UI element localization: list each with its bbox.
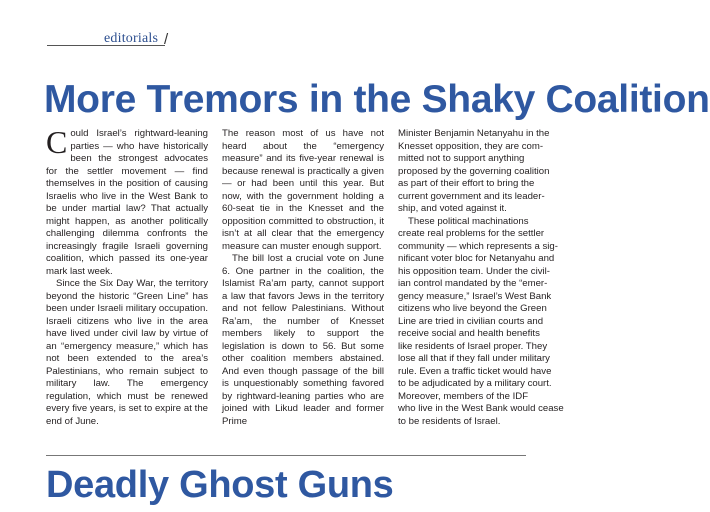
paragraph: The reason most of us have not heard about the “emergency measure” and its five-year renewal is because renewal is practically a given — or had been until this year. But now, with the government holding a 60-seat tie in the Knesset and the opposition committed to obstruction, it isn’t at all clear that the emergency measure can muster enough support.: [222, 128, 384, 252]
paragraph-text: ould Israel’s rightward-leaning parties — who have historically been the strongest advocates for the settler movement — find themselves in the position of causing Israelis who live in the West Bank to be under martial law? That actually might happen, as another politically challenging dilemma confronts the increasingly fragile Israeli governing coalition, which passed its one-year mark last week.: [46, 128, 208, 277]
column-line: his opposition team. Under the civil-: [398, 265, 550, 277]
column-line: These political machinations: [408, 215, 529, 227]
column-line: mitted not to support anything: [398, 153, 525, 164]
column-line: ian control mandated by the “emer-: [398, 278, 548, 289]
column-line: lose all that if they fall under military: [398, 353, 550, 364]
column-line: Moreover, members of the IDF: [398, 390, 529, 402]
column-line: to be adjudicated by a military court.: [398, 378, 552, 389]
column-line: to be residents of Israel.: [398, 415, 501, 427]
column-line: citizens who live beyond the Green: [398, 303, 547, 314]
column-line: receive social and health benefits: [398, 328, 540, 339]
article-column-3: [398, 128, 564, 456]
column-line: Knesset opposition, they are com-: [398, 140, 544, 152]
column-line: nificant voter bloc for Netanyahu and: [398, 253, 555, 264]
article-headline: More Tremors in the Shaky Coalition: [44, 78, 710, 121]
column-line: gency measure,” Israel’s West Bank: [398, 290, 552, 302]
column-line: rule. Even a traffic ticket would have: [398, 365, 552, 377]
column-line: Minister Benjamin Netanyahu in the: [398, 128, 550, 139]
next-article-headline: Deadly Ghost Guns: [46, 464, 394, 506]
column-line: Line are tried in civilian courts and: [398, 315, 544, 327]
section-slash: /: [164, 31, 169, 48]
paragraph: The bill lost a crucial vote on June 6. One partner in the coalition, the Islamist Ra’am party, cannot support a law that favors Jews in the territory and not fellow Palestinians. Without Ra’am, the number of Knesset members likely to support the legislation is down to 56. But some other coalition members abstained. And even though passage of the bill is unquestionably something favored by rightward-leaning parties who are joined with Likud leader and former Prime: [222, 253, 384, 427]
paragraph: [46, 124, 208, 278]
column-line: current government and its leader-: [398, 190, 545, 202]
column-line: like residents of Israel proper. They: [398, 340, 548, 352]
article-column-2: [222, 128, 384, 456]
column-line: ship, and voted against it.: [398, 203, 507, 214]
article-divider: [46, 455, 526, 456]
column-line: who live in the West Bank would cease: [398, 403, 564, 414]
paragraph: Since the Six Day War, the territory beyond the historic “Green Line” has been under Israeli military occupation. Israeli citizens who live in the area have lived under civil law by virtue of an “emergency measure,” which has not been extended to the area’s Palestinians, who remain subject to military law. The emergency regulation, which must be renewed every five years, is set to expire at the end of June.: [46, 278, 208, 427]
column-line: create real problems for the settler: [398, 228, 545, 239]
column-line: as part of their effort to bring the: [398, 178, 535, 189]
column-line: community — which represents a sig-: [398, 240, 558, 252]
section-label: editorials: [104, 31, 159, 46]
drop-cap: C: [46, 124, 68, 160]
article-column-1: [46, 124, 208, 456]
column-line: proposed by the governing coalition: [398, 165, 550, 177]
